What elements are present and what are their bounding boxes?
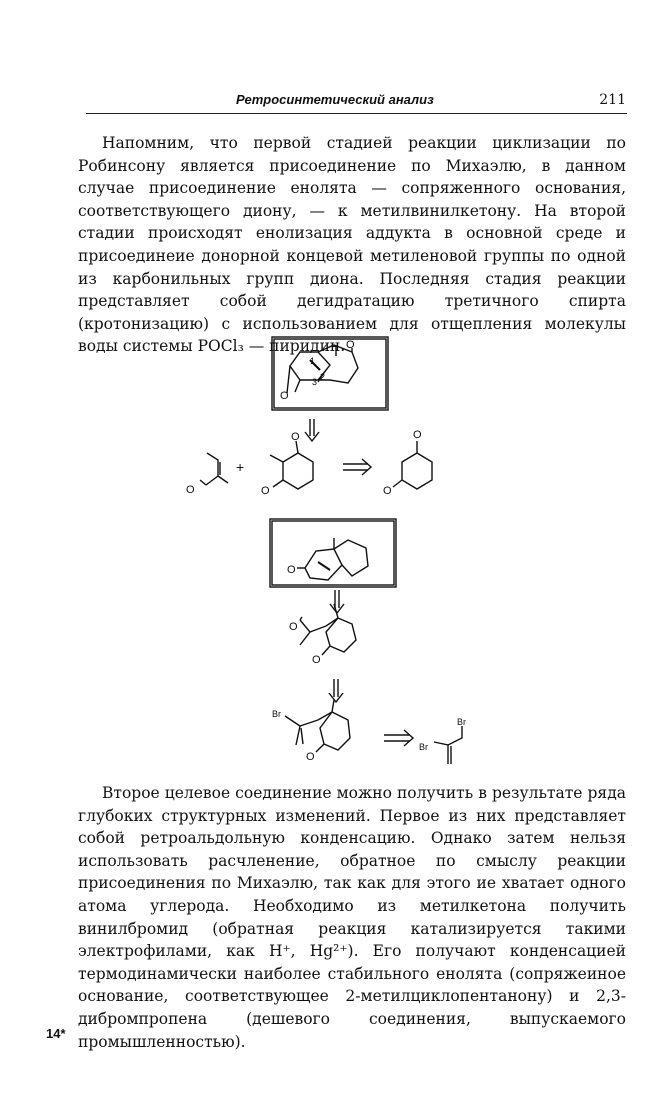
running-title: Ретросинтетический анализ xyxy=(236,92,434,107)
paragraph-robinson xyxy=(78,132,626,358)
atom-label: O xyxy=(289,621,298,633)
atom-label: O xyxy=(346,339,355,351)
atom-label: O xyxy=(291,431,300,443)
dibromopropene-structure xyxy=(434,726,462,764)
paragraph-second-target xyxy=(78,782,626,1053)
methyl-vinyl-ketone-structure xyxy=(200,453,228,485)
atom-label: O xyxy=(261,485,270,497)
atom-label: O xyxy=(287,564,296,576)
page-number: 211 xyxy=(599,92,626,108)
cyclohexanedione-structure xyxy=(393,441,432,489)
atom-label: O xyxy=(306,751,315,763)
header-rule xyxy=(86,113,627,114)
running-head xyxy=(86,92,626,112)
bond-number-label: 2 xyxy=(320,372,326,382)
paragraph-text: Второе целевое соединение можно получить в результате ряда глубоких структурных изменений. Первое из них представляет собой ретроальдольную конденсацию. Однако затем нельзя использовать расчленение, обратное по смыслу реакции присоединения по Михаэлю, так как для этого ие хватает одного атома углерода. Необходимо из метилкетона получить винилбромид (обратная реакция катализируется такими электрофилами, как H⁺, Hg²⁺). Его получают конденсацией термодинамически наиболее стабильного енолята (сопряжеиное основание, соответствующее 2-метилциклопентанону) и 2,3-дибромпропена (дешевого соединения, выпускаемого промышленностью). xyxy=(78,784,626,1051)
target-box-2 xyxy=(270,519,396,587)
atom-label: O xyxy=(383,485,392,497)
atom-label: O xyxy=(312,654,321,666)
atom-label: Br xyxy=(419,742,428,752)
atom-label: O xyxy=(280,390,289,402)
paragraph-text: Напомним, что первой стадией реакции циклизации по Робинсону является присоединение по Михаэлю, в данном случае присоединение енолята — сопряженного основания, соответствующего диону, — к метилвинилкетону. На второй стадии происходят енолизация аддукта в основной среде и присоединеие донорной концевой метиленовой группы по одной из карбонильных групп диона. Последняя стадия реакции представляет собой дегидратацию третичного спирта (кротонизацию) с использованием для отщепления молекулы воды системы POCl₃ — пиридин. xyxy=(78,134,626,356)
atom-label: Br xyxy=(272,709,281,719)
atom-label: O xyxy=(413,429,422,441)
vinyl-bromide-ketone-structure xyxy=(285,700,350,752)
methylcyclohexanedione-structure xyxy=(270,441,313,489)
plus-sign: + xyxy=(236,459,245,475)
bond-number-label: 3 xyxy=(312,377,318,387)
printer-signature: 14* xyxy=(46,1026,66,1041)
diketone-structure xyxy=(300,604,356,655)
atom-label: O xyxy=(186,484,195,496)
target-box-2-inner xyxy=(272,521,394,585)
bond-number-label: 1 xyxy=(310,356,316,366)
atom-label: Br xyxy=(457,717,466,727)
hydrindanone-structure xyxy=(297,538,368,580)
